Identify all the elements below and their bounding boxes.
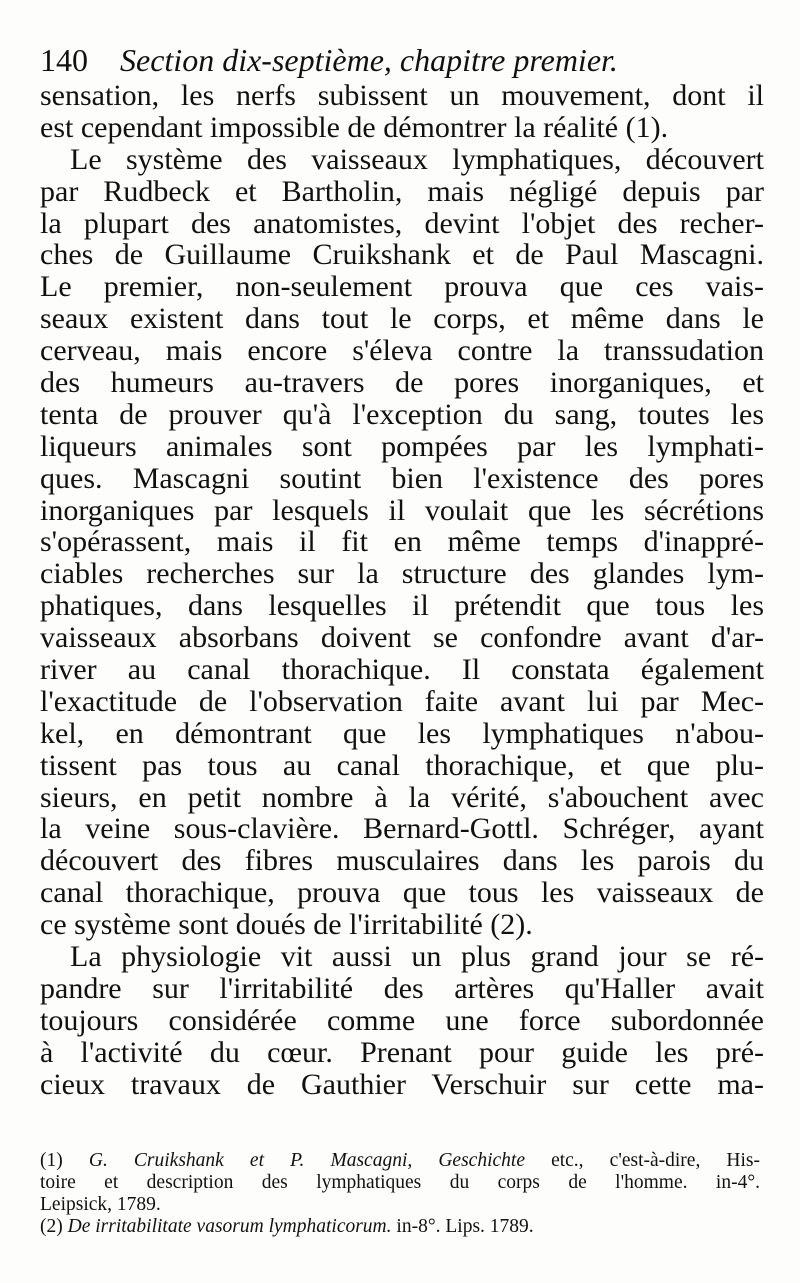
text-line: ciables recherches sur la structure des glandes lym- (40, 557, 764, 591)
text-line: sensation, les nerfs subissent un mouvement, dont il (40, 79, 764, 112)
text-line: cerveau, mais encore s'éleva contre la transsudation (40, 334, 764, 368)
text-line: ce système sont doués de l'irritabilité (2). (40, 908, 533, 942)
text-line: ches de Guillaume Cruikshank et de Paul Mascagni. (40, 238, 764, 272)
text-line: pandre sur l'irritabilité des artères qu'Haller avait (40, 971, 764, 1005)
text-line: Le système des vaisseaux lymphatiques, découvert (70, 142, 764, 176)
text-line: seaux existent dans tout le corps, et même dans le (40, 302, 764, 336)
footnote-title: De irritabilitate vasorum lymphaticorum. (67, 1216, 392, 1237)
text-line: découvert des fibres musculaires dans les parois du (40, 844, 764, 878)
text-line: sieurs, en petit nombre à la vérité, s'abouchent avec (40, 780, 764, 814)
running-title: Section dix-septième, chapitre premier. (120, 42, 618, 78)
text-line: à l'activité du cœur. Prenant pour guide les pré- (40, 1035, 764, 1069)
page-number: 140 (40, 42, 88, 78)
footnote-1-line-2: toire et description des lymphatiques du corps de l'homme. in-4°. (40, 1172, 760, 1193)
text-line: cieux travaux de Gauthier Verschuir sur cette ma- (40, 1067, 764, 1101)
text-line: des humeurs au-travers de pores inorganiques, et (40, 366, 764, 400)
text-line: La physiologie vit aussi un plus grand jour se ré- (70, 940, 764, 974)
text-line: la plupart des anatomistes, devint l'objet des recher- (40, 206, 764, 240)
footnote-2 (40, 1216, 760, 1238)
text-line: la veine sous-clavière. Bernard-Gottl. Schréger, ayant (40, 812, 764, 846)
text-line: l'exactitude de l'observation faite avant lui par Mec- (40, 684, 764, 718)
text-line: inorganiques par lesquels il voulait que les sécrétions (40, 493, 764, 527)
footnote-marker: (2) (40, 1216, 63, 1237)
footnote-1 (40, 1150, 760, 1172)
footnote-text: etc., c'est-à-dire, His- (524, 1150, 761, 1171)
page-header (40, 38, 760, 82)
text-line: tissent pas tous au canal thorachique, et que plu- (40, 748, 764, 782)
body-text (40, 80, 764, 1101)
text-line: par Rudbeck et Bartholin, mais négligé depuis par (40, 174, 764, 208)
text-line: s'opérassent, mais il fit en même temps d'inappré- (40, 525, 764, 559)
text-line: ques. Mascagni soutint bien l'existence des pores (40, 461, 764, 495)
text-line: liqueurs animales sont pompées par les lymphati- (40, 429, 764, 463)
footnote-1-line-3: Leipsick, 1789. (40, 1194, 161, 1215)
text-line: river au canal thorachique. Il constata également (40, 653, 764, 687)
text-line: canal thorachique, prouva que tous les vaisseaux de (40, 876, 764, 910)
text-line: vaisseaux absorbans doivent se confondre avant d'ar- (40, 621, 764, 655)
text-line: phatiques, dans lesquelles il prétendit que tous les (40, 589, 764, 623)
text-line: kel, en démontrant que les lymphatiques n'abou- (40, 716, 764, 750)
footnote-text: in-8°. Lips. 1789. (391, 1216, 534, 1237)
text-line: toujours considérée comme une force subordonnée (40, 1003, 764, 1037)
text-line: est cependant impossible de démontrer la réalité (1). (40, 110, 669, 144)
footnotes (40, 1150, 760, 1238)
text-line: tenta de prouver qu'à l'exception du sang, toutes les (40, 397, 764, 431)
footnote-authors: G. Cruikshank et P. Mascagni, Geschichte (88, 1150, 525, 1171)
footnote-marker: (1) (40, 1150, 63, 1171)
text-line: Le premier, non-seulement prouva que ces vais- (40, 270, 764, 304)
